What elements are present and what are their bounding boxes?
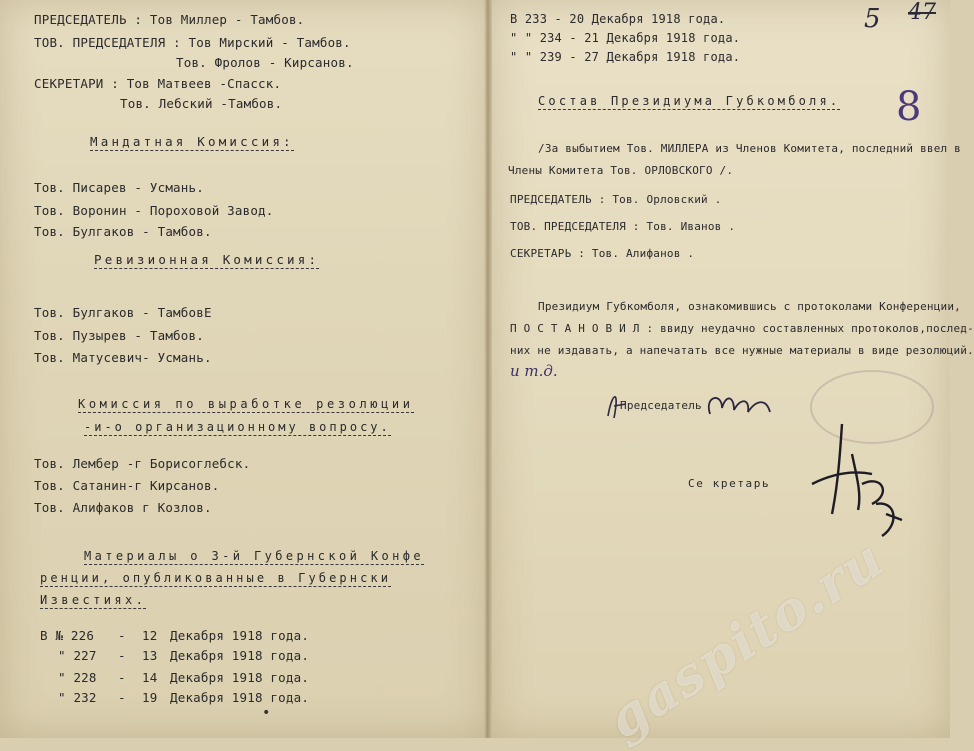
materials-heading-1: Материалы о 3-й Губернской Конфе (84, 549, 424, 563)
issue-number: " 228 (58, 670, 97, 685)
secretary-signature-label: Се кретарь (688, 477, 771, 490)
issue-line: " " 239 - 27 Декабря 1918 года. (510, 50, 741, 64)
resolution-line: Президиум Губкомболя, ознакомившись с протоколами Конференции, (538, 300, 961, 313)
handwritten-etc: и т.д. (510, 362, 558, 380)
revision-commission-heading: Ревизионная Комиссия: (94, 252, 320, 267)
issue-line: " " 234 - 21 Декабря 1918 года. (510, 31, 741, 45)
issue-day: 14 (142, 670, 158, 685)
presidium-vice: ТОВ. ПРЕДСЕДАТЕЛЯ : Тов. Иванов . (510, 220, 736, 233)
note-line: /За выбытием Тов. МИЛЛЕРА из Членов Комитета, последний ввел в (538, 142, 961, 155)
issue-date: Декабря 1918 года. (170, 670, 310, 685)
materials-heading-2: ренции, опубликованные в Губернски (40, 571, 392, 585)
presidium-heading: Состав Президиума Губкомболя. (538, 94, 841, 108)
issue-number: " 227 (58, 648, 97, 663)
mandate-commission-heading: Мандатная Комиссия: (90, 134, 294, 149)
materials-heading-3: Известиях. (40, 593, 147, 607)
revision-row: Тов. Матусевич- Усмань. (34, 350, 212, 365)
resolution-commission-heading-1: Комиссия по выработке резолюции (78, 397, 414, 411)
issue-day: 12 (142, 628, 158, 643)
page-number-crossed: 47 (908, 0, 936, 25)
secretary-line-2: Тов. Лебский -Тамбов. (120, 96, 283, 111)
resolution-line: П О С Т А Н О В И Л : ввиду неудачно составленных протоколов,послед- (510, 322, 974, 335)
revision-row: Тов. Булгаков - ТамбовЕ (34, 305, 212, 320)
margin-mark: 8 (896, 84, 922, 130)
watermark: gaspito.ru (596, 527, 896, 751)
resolution-row: Тов. Лембер -г Борисоглебск. (34, 456, 251, 471)
issue-date: Декабря 1918 года. (170, 648, 310, 663)
note-line: Члены Комитета Тов. ОРЛОВСКОГО /. (508, 164, 734, 177)
presidium-secretary: СЕКРЕТАРЬ : Тов. Алифанов . (510, 247, 695, 260)
issue-day: 19 (142, 690, 158, 705)
issue-dash: - (118, 648, 126, 663)
issue-dash: - (118, 690, 126, 705)
punch-dot: • (262, 705, 271, 721)
chairman-line: ПРЕДСЕДАТЕЛЬ : Тов Миллер - Тамбов. (34, 12, 305, 27)
resolution-row: Тов. Алифаков г Козлов. (34, 500, 212, 515)
page-number-handwritten: 5 (864, 4, 881, 34)
vice-chairman-line-2: Тов. Фролов - Кирсанов. (176, 55, 354, 70)
resolution-row: Тов. Сатанин-г Кирсанов. (34, 478, 220, 493)
issue-dash: - (118, 628, 126, 643)
issue-date: Декабря 1918 года. (170, 690, 310, 705)
issue-day: 13 (142, 648, 158, 663)
issue-dash: - (118, 670, 126, 685)
presidium-chair: ПРЕДСЕДАТЕЛЬ : Тов. Орловский . (510, 193, 722, 206)
mandate-row: Тов. Булгаков - Тамбов. (34, 224, 212, 239)
issue-line: В 233 - 20 Декабря 1918 года. (510, 12, 726, 26)
chairman-signature (600, 386, 780, 426)
issue-date: Декабря 1918 года. (170, 628, 310, 643)
resolution-line: них не издавать, а напечатать все нужные материалы в виде резолюций. (510, 344, 974, 357)
mandate-row: Тов. Писарев - Усмань. (34, 180, 204, 195)
mandate-row: Тов. Воронин - Пороховой Завод. (34, 203, 274, 218)
chairman-signature-label: Председатель (620, 399, 702, 412)
secretary-line: СЕКРЕТАРИ : Тов Матвеев -Спасск. (34, 76, 282, 91)
resolution-commission-heading-2: -и-о организационному вопросу. (84, 420, 391, 434)
issue-number: " 232 (58, 690, 97, 705)
issue-number: В № 226 (40, 628, 95, 643)
document-page-left (0, 0, 488, 738)
vice-chairman-line: ТОВ. ПРЕДСЕДАТЕЛЯ : Тов Мирский - Тамбов. (34, 35, 351, 50)
revision-row: Тов. Пузырев - Тамбов. (34, 328, 204, 343)
